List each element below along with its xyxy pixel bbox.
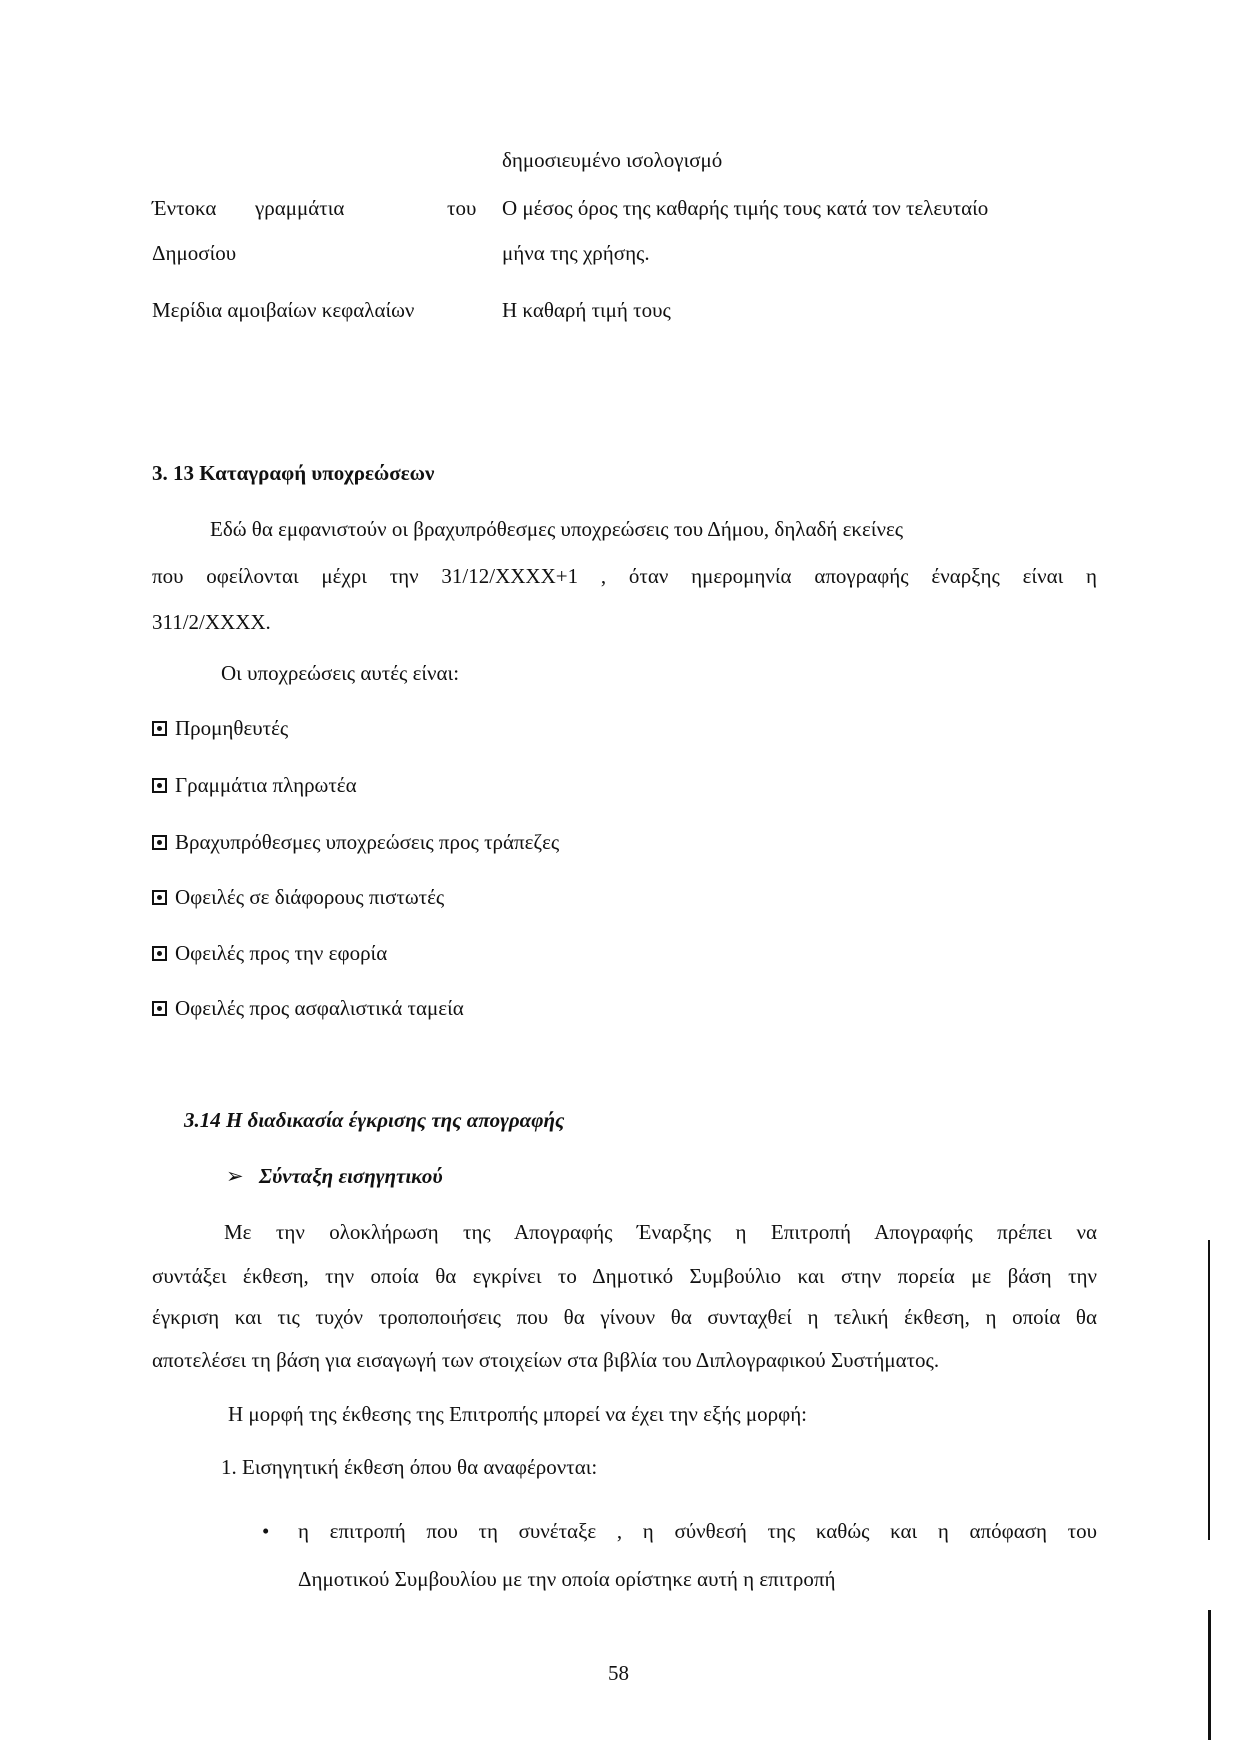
bullet-line2: Δημοτικού Συμβουλίου με την οποία ορίστηκε αυτή η επιτροπή [298,1567,836,1591]
list-item: Οφειλές προς την εφορία [152,940,387,966]
section-314-form-intro: Η μορφή της έκθεσης της Επιτροπής μπορεί να έχει την εξής μορφή: [228,1402,808,1426]
bullet-line1: η επιτροπή που τη συνέταξε , η σύνθεσή της καθώς και η απόφαση του [298,1519,1097,1543]
section-313-para-line2: που οφείλονται μέχρι την 31/12/XXXX+1 , όταν ημερομηνία απογραφής έναρξης είναι η [152,564,1097,588]
list-item: Οφειλές σε διάφορους πιστωτές [152,884,444,910]
table-row2-left-b: γραμμάτια [255,196,345,220]
section-313-para-line3: 311/2/XXXX. [152,610,271,634]
section-314-para-line1: Με την ολοκλήρωση της Απογραφής Έναρξης η Επιτροπή Απογραφής πρέπει να [224,1220,1097,1244]
square-bullet-icon [152,946,167,961]
section-313-heading: 3. 13 Καταγραφή υποχρεώσεων [152,461,435,485]
table-row2-right: Ο μέσος όρος της καθαρής τιμής τους κατά τον τελευταίο [502,196,989,220]
numbered-item-1: 1. Εισηγητική έκθεση όπου θα αναφέρονται: [221,1455,598,1479]
square-bullet-icon [152,721,167,736]
list-item: Γραμμάτια πληρωτέα [152,772,357,798]
square-bullet-icon [152,890,167,905]
scan-edge-line [1208,1610,1211,1740]
square-bullet-icon [152,778,167,793]
table-row4-right: Η καθαρή τιμή τους [502,298,671,322]
section-314-heading: 3.14 Η διαδικασία έγκρισης της απογραφής [184,1108,565,1132]
list-item: Οφειλές προς ασφαλιστικά ταμεία [152,995,464,1021]
arrow-bullet-icon: ➢ [226,1164,244,1188]
section-314-para-line2: συντάξει έκθεση, την οποία θα εγκρίνει το Δημοτικό Συμβούλιο και στην πορεία με βάση την [152,1264,1097,1288]
square-bullet-icon [152,835,167,850]
table-row4-left: Μερίδια αμοιβαίων κεφαλαίων [152,298,415,322]
page-number: 58 [608,1661,629,1685]
section-314-para-line3: έγκριση και τις τυχόν τροποποιήσεις που θα γίνουν θα συνταχθεί η τελική έκθεση, η οποία θα [152,1305,1097,1329]
list-item: Βραχυπρόθεσμες υποχρεώσεις προς τράπεζες [152,829,559,855]
scan-edge-line [1208,1240,1210,1540]
section-314-subheading: Σύνταξη εισηγητικού [259,1164,443,1188]
table-row1-right: δημοσιευμένο ισολογισμό [502,148,723,172]
section-314-para-line4: αποτελέσει τη βάση για εισαγωγή των στοιχείων στα βιβλία του Διπλογραφικού Συστήματος. [152,1348,940,1372]
table-row2-left-a: Έντοκα [152,196,217,220]
table-row3-left: Δημοσίου [152,241,237,265]
section-313-para-line1: Εδώ θα εμφανιστούν οι βραχυπρόθεσμες υποχρεώσεις του Δήμου, δηλαδή εκείνες [210,517,904,541]
list-item: Προμηθευτές [152,715,288,741]
section-313-intro: Οι υποχρεώσεις αυτές είναι: [221,661,460,685]
table-row3-right: μήνα της χρήσης. [502,241,650,265]
square-bullet-icon [152,1001,167,1016]
table-row2-left-c: του [447,196,477,220]
round-bullet-icon: • [262,1519,270,1543]
